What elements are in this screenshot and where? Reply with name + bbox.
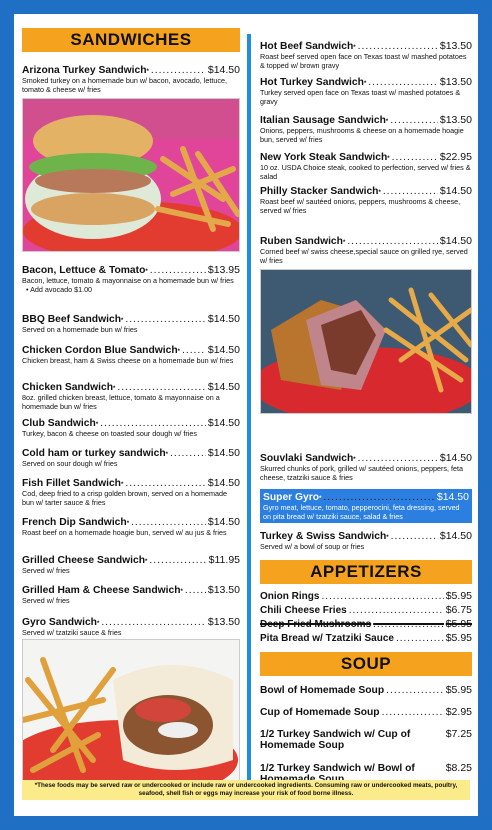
column-divider bbox=[247, 34, 251, 794]
item-price: $14.50 bbox=[207, 64, 240, 76]
menu-sheet bbox=[14, 14, 478, 816]
menu-item-bbq-beef: BBQ Beef Sandwich * ..... $14.50 Served on a homemade bun w/ fries bbox=[22, 313, 240, 335]
photo-arizona-turkey bbox=[22, 98, 240, 252]
appetizer-pita-bread: Pita Bread w/ Tzatziki Sauce ..... $5.95 bbox=[260, 632, 472, 644]
menu-item-ny-steak: New York Steak Sandwich * ..... $22.95 10 oz. USDA Choice steak, cooked to perfection, served w/ fries & salad bbox=[260, 151, 472, 181]
menu-item-club: Club Sandwich * ..... $14.50 Turkey, bacon & cheese on toasted sour dough w/ fries bbox=[22, 417, 240, 439]
menu-item-fish-fillet: Fish Fillet Sandwich * ..... $14.50 Cod, deep fried to a crisp golden brown, served on a homemade bun w/ tarter sauce & fries bbox=[22, 477, 240, 507]
appetizer-deep-fried-mushrooms: Deep Fried Mushrooms ..... $5.95 bbox=[260, 618, 472, 630]
photo-ruben bbox=[260, 269, 472, 414]
soup-half-sandwich-bowl: 1/2 Turkey Sandwich w/ Bowl of $8.25 bbox=[260, 762, 472, 774]
menu-item-grilled-ham: Grilled Ham & Cheese Sandwich * ..... $13.50 Served w/ fries bbox=[22, 584, 240, 606]
menu-item-cordon-blue: Chicken Cordon Blue Sandwich * ..... $14.50 Chicken breast, ham & Swiss cheese on a homemade bun w/ fries bbox=[22, 344, 240, 366]
item-desc: Smoked turkey on a homemade bun w/ bacon, avocado, lettuce, tomato & cheese w/ fries bbox=[22, 76, 227, 94]
menu-item-arizona-turkey: Arizona Turkey Sandwich * ..... $14.50 Smoked turkey on a homemade bun w/ bacon, avocado, lettuce, tomato & cheese w/ fries bbox=[22, 64, 240, 94]
soup-half-sandwich-cup: 1/2 Turkey Sandwich w/ Cup of Homemade Soup $7.25 bbox=[260, 728, 472, 751]
menu-item-hot-beef: Hot Beef Sandwich * ..... $13.50 Roast beef served open face on Texas toast w/ mashed potatoes & topped w/ brown gravy bbox=[260, 40, 472, 70]
sandwiches-banner: SANDWICHES bbox=[22, 28, 240, 52]
menu-item-turkey-swiss: Turkey & Swiss Sandwich * ..... $14.50 Served w/ a bowl of soup or fries bbox=[260, 530, 472, 552]
soup-cup: Cup of Homemade Soup ..... $2.95 bbox=[260, 706, 472, 718]
appetizer-onion-rings: Onion Rings ..... $5.95 bbox=[260, 590, 472, 602]
menu-item-grilled-cheese: Grilled Cheese Sandwich * ..... $11.95 Served w/ fries bbox=[22, 554, 240, 576]
item-name: Arizona Turkey Sandwich bbox=[22, 65, 147, 76]
menu-item-hot-turkey: Hot Turkey Sandwich * ..... $13.50 Turkey served open face on Texas toast w/ mashed potatoes & gravy bbox=[260, 76, 472, 106]
menu-item-cold-ham: Cold ham or turkey sandwich * ..... $14.50 Served on sour dough w/ fries bbox=[22, 447, 240, 469]
menu-item-philly: Philly Stacker Sandwich * ..... $14.50 Roast beef w/ sautéed onions, peppers, mushrooms & cheese, served w/ fries bbox=[260, 185, 472, 215]
appetizer-chili-cheese-fries: Chili Cheese Fries ..... $6.75 bbox=[260, 604, 472, 616]
menu-item-chicken: Chicken Sandwich * ..... $14.50 8oz. grilled chicken breast, lettuce, tomato & mayonnaise on a homemade bun w/ fries bbox=[22, 381, 240, 411]
left-column bbox=[22, 28, 240, 637]
appetizers-banner: APPETIZERS bbox=[260, 560, 472, 584]
soup-bowl: Bowl of Homemade Soup ..... $5.95 bbox=[260, 684, 472, 696]
soup-banner: SOUP bbox=[260, 652, 472, 676]
menu-item-french-dip: French Dip Sandwich * ..... $14.50 Roast beef on a homemade hoagie bun, served w/ au jus & fries bbox=[22, 516, 240, 538]
menu-item-blt: Bacon, Lettuce & Tomato * ..... $13.95 Bacon, lettuce, tomato & mayonnaise on a homemade bun w/ fries • Add avocado $1.00 bbox=[22, 264, 240, 294]
photo-gyro bbox=[22, 639, 240, 781]
menu-item-gyro: Gyro Sandwich * ..... $13.50 Served w/ tzatziki sauce & fries bbox=[22, 616, 240, 638]
menu-item-super-gyro: Super Gyro * ..... $14.50 Gyro meat, lettuce, tomato, pepperocini, feta dressing, served on pita bread w/ tzatziki sauce, salad & fries bbox=[260, 489, 472, 523]
menu-item-souvlaki: Souvlaki Sandwich * ..... $14.50 Skurred chunks of pork, grilled w/ sautéed onions, peppers, feta cheese, tzatziki sauce & fries bbox=[260, 452, 472, 482]
menu-item-ruben: Ruben Sandwich * ..... $14.50 Corned beef w/ swiss cheese,special sauce on grilled rye, served w/ fries bbox=[260, 235, 472, 265]
menu-item-italian-sausage: Italian Sausage Sandwich * ..... $13.50 Onions, peppers, mushrooms & cheese on a homemade hoagie bun, served w/ fries bbox=[260, 114, 472, 144]
food-safety-disclaimer: *These foods may be served raw or undercooked or include raw or undercooked ingredients. Consuming raw or undercooked meats, poultry, seafood, shell fish or eggs may increase your risk of food borne illness. bbox=[22, 780, 470, 800]
